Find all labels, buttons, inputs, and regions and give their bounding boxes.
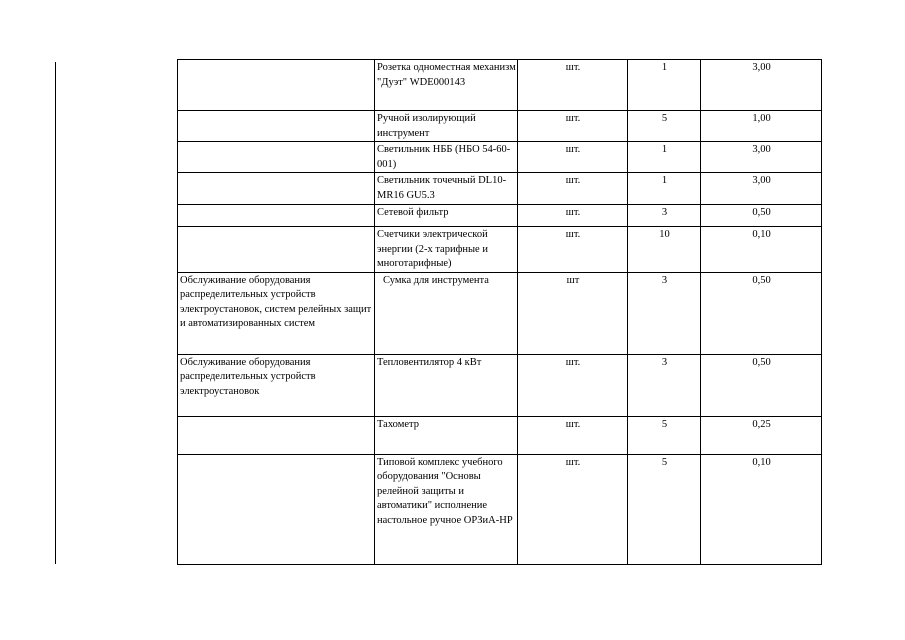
value-cell: 3,00	[701, 60, 822, 111]
quantity-cell: 1	[628, 142, 701, 173]
quantity-cell: 5	[628, 111, 701, 142]
unit-cell: шт.	[518, 142, 628, 173]
section-cell	[178, 111, 375, 142]
item-name-cell: Тахометр	[375, 416, 518, 454]
unit-cell: шт.	[518, 354, 628, 416]
value-cell: 0,25	[701, 416, 822, 454]
quantity-cell: 3	[628, 272, 701, 354]
section-cell	[178, 60, 375, 111]
table-row	[178, 354, 822, 416]
section-cell	[178, 454, 375, 564]
value-cell: 1,00	[701, 111, 822, 142]
table-row	[178, 173, 822, 205]
item-name-cell: Розетка одноместная механизм "Дуэт" WDE000143	[375, 60, 518, 111]
value-cell: 0,50	[701, 354, 822, 416]
item-name-cell: Светильник НББ (НБО 54-60-001)	[375, 142, 518, 173]
section-cell	[178, 173, 375, 205]
value-cell: 0,50	[701, 205, 822, 227]
section-cell	[178, 227, 375, 273]
section-cell	[178, 416, 375, 454]
unit-cell: шт	[518, 272, 628, 354]
table-row	[178, 227, 822, 273]
quantity-cell: 1	[628, 60, 701, 111]
unit-cell: шт.	[518, 227, 628, 273]
quantity-cell: 5	[628, 416, 701, 454]
value-cell: 3,00	[701, 173, 822, 205]
table-row	[178, 142, 822, 173]
unit-cell: шт.	[518, 111, 628, 142]
table-row	[178, 205, 822, 227]
value-cell: 0,10	[701, 227, 822, 273]
item-name-cell: Типовой комплекс учебного оборудования "Основы релейной защиты и автоматики" исполнение настольное ручное ОРЗиА-НР	[375, 454, 518, 564]
unit-cell: шт.	[518, 454, 628, 564]
left-margin-line	[55, 62, 56, 564]
quantity-cell: 1	[628, 173, 701, 205]
table-row	[178, 416, 822, 454]
item-name-cell: Счетчики электрической энергии (2-х тарифные и многотарифные)	[375, 227, 518, 273]
item-name-cell: Светильник точечный DL10-MR16 GU5.3	[375, 173, 518, 205]
section-cell: Обслуживание оборудования распределительных устройств электроустановок, систем релейных защит и автоматизированных систем	[178, 272, 375, 354]
value-cell: 3,00	[701, 142, 822, 173]
equipment-table	[177, 59, 822, 565]
table-row	[178, 272, 822, 354]
quantity-cell: 3	[628, 354, 701, 416]
quantity-cell: 5	[628, 454, 701, 564]
unit-cell: шт.	[518, 205, 628, 227]
section-cell: Обслуживание оборудования распределительных устройств электроустановок	[178, 354, 375, 416]
item-name-cell: Ручной изолирующий инструмент	[375, 111, 518, 142]
table-row	[178, 111, 822, 142]
section-cell	[178, 142, 375, 173]
quantity-cell: 3	[628, 205, 701, 227]
unit-cell: шт.	[518, 60, 628, 111]
section-cell	[178, 205, 375, 227]
item-name-cell: Тепловентилятор 4 кВт	[375, 354, 518, 416]
item-name-cell: Сумка для инструмента	[375, 272, 518, 354]
table-row	[178, 60, 822, 111]
table-row	[178, 454, 822, 564]
item-name-cell: Сетевой фильтр	[375, 205, 518, 227]
value-cell: 0,50	[701, 272, 822, 354]
quantity-cell: 10	[628, 227, 701, 273]
unit-cell: шт.	[518, 416, 628, 454]
unit-cell: шт.	[518, 173, 628, 205]
value-cell: 0,10	[701, 454, 822, 564]
